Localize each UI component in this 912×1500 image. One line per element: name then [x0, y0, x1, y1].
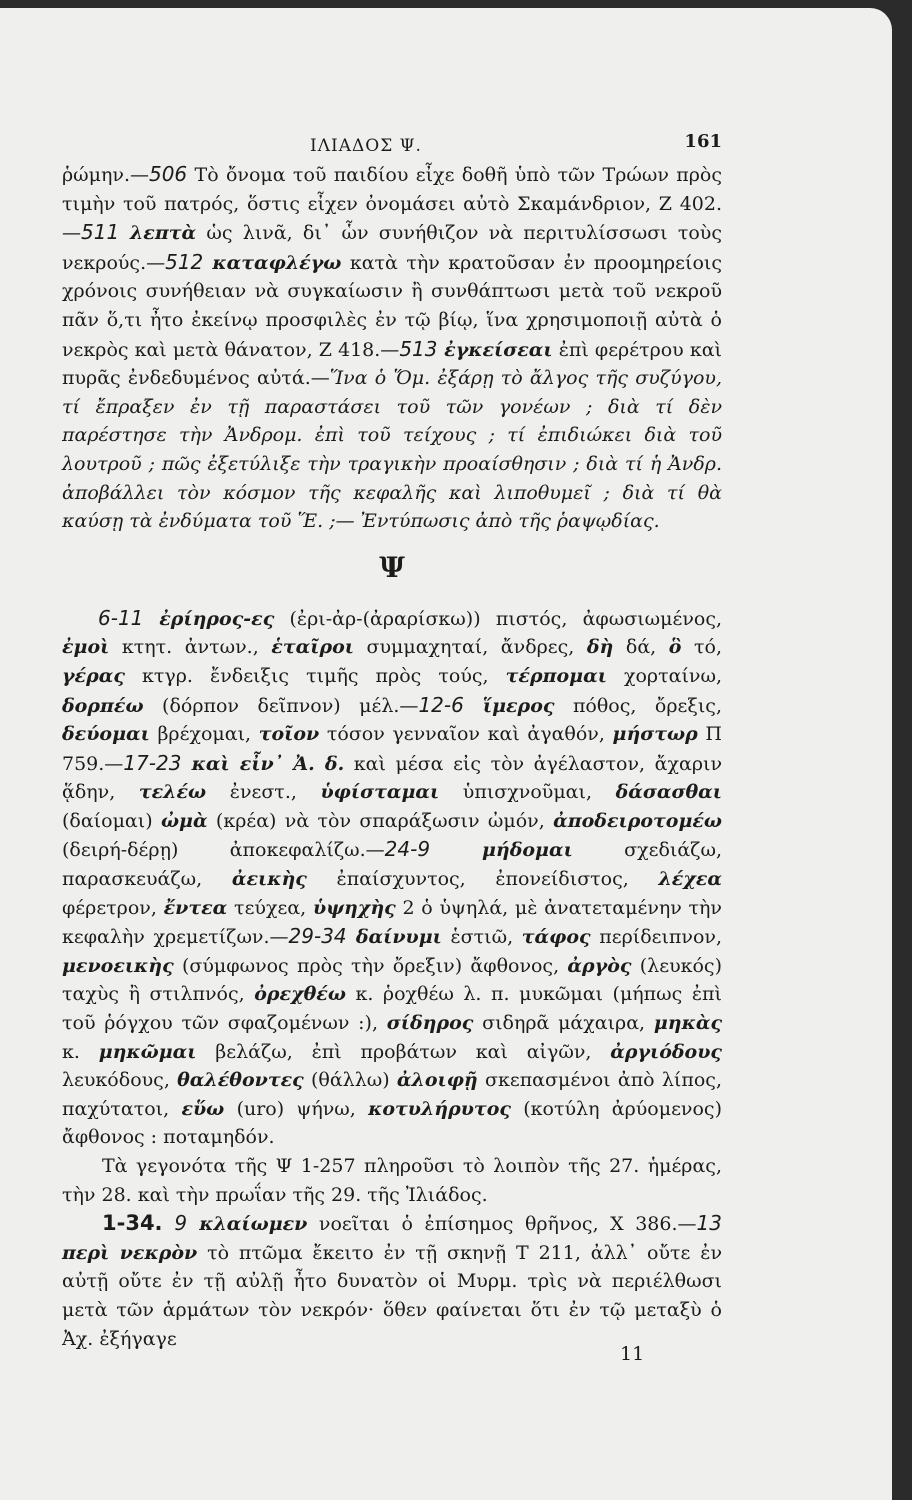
running-head: ΙΛΙΑΔΟΣ Ψ. [310, 136, 422, 156]
chronology-paragraph: Τὰ γεγονότα τῆς Ψ 1-257 πληροῦσι τὸ λοιπὸν τῆς 27. ἡμέρας, τὴν 28. καὶ τὴν πρωΐαν τῆς 29. τῆς Ἰλιάδος. [62, 1155, 722, 1206]
page-content [62, 126, 722, 1353]
glossary-paragraph: 6-11 ἐρίηρος-ες (ἐρι-ἀρ-(ἀραρίσκω)) πιστός, ἀφωσιωμένος, ἐμοὶ κτητ. ἀντων., ἑταῖροι συμμαχηταί, ἄνδρες, δὴ δά, ὃ τό, γέρας κτγρ. ἔνδειξις τιμῆς πρὸς τούς, τέρπομαι χορταίνω, δορπέω (δόρπον δεῖπνον) μέλ.—12-6 ἵμερος πόθος, ὄρεξις, δεύομαι βρέχομαι, τοῖον τόσον γενναῖον καὶ ἀγαθόν, μήστωρ Π 759.—17-23 καὶ εἶν᾽ Ἀ. δ. καὶ μέσα εἰς τὸν ἀγέλαστον, ἄχαριν ᾅδην, τελέω ἐνεστ., ὑφίσταμαι ὑπισχνοῦμαι, δάσασθαι (δαίομαι) ὠμὰ (κρέα) νὰ τὸν σπαράξωσιν ὠμόν, ἀποδειροτομέω (δειρή-δέρῃ) ἀποκεφαλίζω.—24-9 μήδομαι σχεδιάζω, παρασκευάζω, ἀεικὴς ἐπαίσχυντος, ἐπονείδιστος, λέχεα φέρετρον, ἔντεα τεύχεα, ὑψηχὴς 2 ὁ ὑψηλά, μὲ ἀνατεταμένην τὴν κεφαλὴν χρεμετίζων.—29-34 δαίνυμι ἑστιῶ, τάφος περίδειπνον, μενοεικὴς (σύμφωνος πρὸς τὴν ὄρεξιν) ἄφθονος, ἀργὸς (λευκός) ταχὺς ἢ στιλπνός, ὀρεχθέω κ. ῥοχθέω λ. π. μυκῶμαι (μήπως ἐπὶ τοῦ ῥόγχου τῶν σφαζομένων :), σίδηρος σιδηρᾶ μάχαιρα, μηκὰς κ. μηκῶμαι βελάζω, ἐπὶ προβάτων καὶ αἰγῶν, ἀργιόδους λευκόδους, θαλέθοντες (θάλλω) ἀλοιφῇ σκεπασμένοι ἀπὸ λίπος, παχύτατοι, εὕω (uro) ψήνω, κοτυλήρυτος (κοτύλη ἀρύομενος) ἄφθονος : ποταμηδόν. [62, 605, 723, 1149]
book-page [0, 8, 892, 1500]
page-number: 161 [684, 131, 722, 152]
commentary-paragraph-2: 1-34. 9 κλαίωμεν νοεῖται ὁ ἐπίσημος θρῆνος, Χ 386.—13 περὶ νεκρὸν τὸ πτῶμα ἔκειτο ἐν τῇ σκηνῇ Τ 211, ἀλλ᾽ οὔτε ἐν αὐτῇ οὔτε ἐν τῇ αὐλῇ ἦτο δυνατὸν οἱ Μυρμ. τρὶς νὰ περιέλθωσι μετὰ τῶν ἁρμάτων τὸν νεκρόν· ὅθεν φαίνεται ὅτι ἐν τῷ μεταξὺ ὁ Ἀχ. ἐξήγαγε [62, 1211, 722, 1350]
signature-mark: 11 [620, 1343, 645, 1365]
commentary-paragraph-1: ῥώμην.—506 Τὸ ὄνομα τοῦ παιδίου εἶχε δοθῆ ὑπὸ τῶν Τρώων πρὸς τιμὴν τοῦ πατρός, ὅστις εἶχεν ὀνομάσει αὐτὸ Σκαμάνδριον, Ζ 402.—511 λεπτὰ ὡς λινᾶ, δι᾽ ὧν συνήθιζον νὰ περιτυλίσσωσι τοὺς νεκρούς.—512 καταφλέγω κατὰ τὴν κρατοῦσαν ἐν προομηρείοις χρόνοις συνήθειαν νὰ συγκαίωσιν ἢ συνθάπτωσι μετὰ τοῦ νεκροῦ πᾶν ὅ,τι ἦτο ἐκείνῳ προσφιλὲς ἐν τῷ βίῳ, ἵνα χρησιμοποιῇ αὐτὰ ὁ νεκρὸς καὶ μετὰ θάνατον, Ζ 418.—513 ἐγκείσεαι ἐπὶ φερέτρου καὶ πυρᾶς ἐνδεδυμένος αὐτά.—Ἵνα ὁ Ὅμ. ἐξάρῃ τὸ ἄλγος τῆς συζύγου, τί ἔπραξεν ἐν τῇ παραστάσει τοῦ τῶν γονέων ; διὰ τί δὲν παρέστησε τὴν Ἀνδρομ. ἐπὶ τοῦ τείχους ; τί ἐπιδιώκει διὰ τοῦ λουτροῦ ; πῶς ἐξετύλιξε τὴν τραγικὴν προαίσθησιν ; διὰ τί ἡ Ἀνδρ. ἀποβάλλει τὸν κόσμον τῆς κεφαλῆς καὶ λιποθυμεῖ ; διὰ τί θὰ καύσῃ τὰ ἐνδύματα τοῦ Ἕ. ;— Ἐντύπωσις ἀπὸ τῆς ῥαψῳδίας. [62, 162, 722, 533]
page-header [62, 126, 722, 160]
section-heading: Ψ [379, 550, 405, 584]
